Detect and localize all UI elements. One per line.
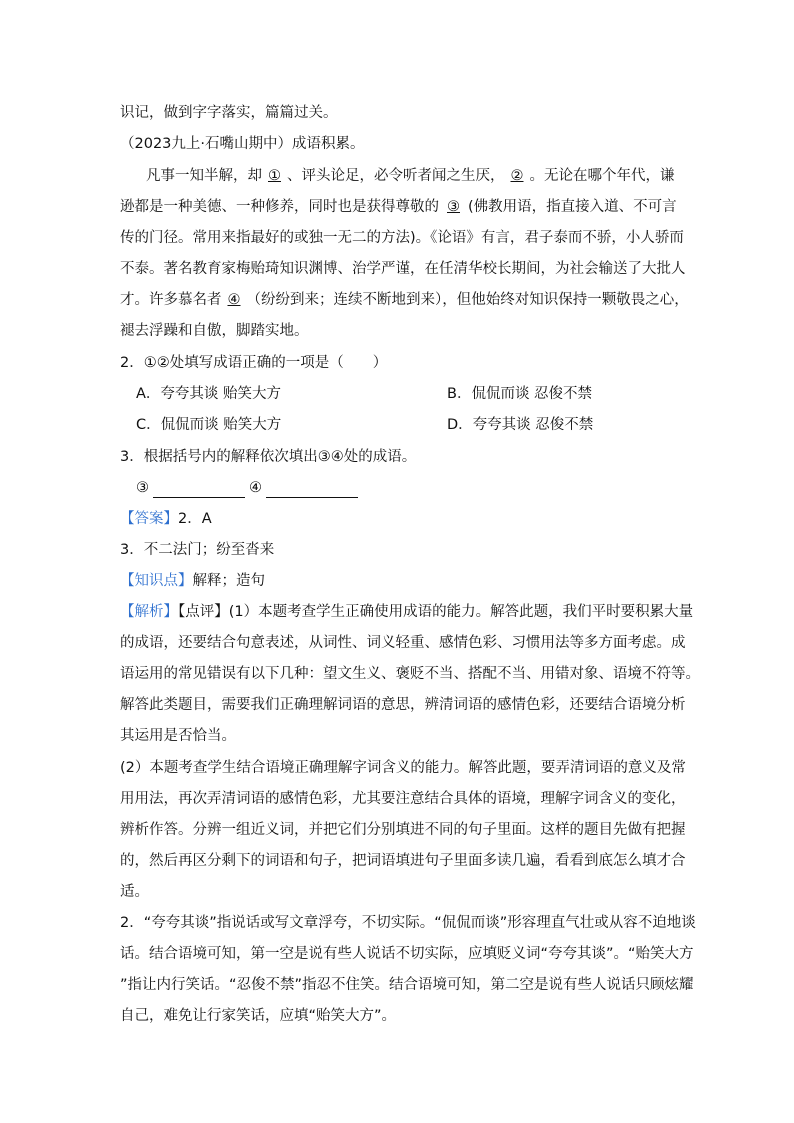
text-line: 识记，做到字字落实，篇篇过关。 xyxy=(120,105,338,121)
explanation-line: ”指让内行笑话。“忍俊不禁”指忍不住笑。结合语境可知，第二空是说有些人说话只顾炫耀 xyxy=(120,977,694,993)
analysis-line: 适。 xyxy=(120,884,149,900)
knowledge-points: 解释；造句 xyxy=(192,573,265,589)
option-b: B．侃侃而谈 忍俊不禁 xyxy=(447,386,593,402)
blank-1: ① xyxy=(268,168,281,184)
analysis-line: 的，然后再区分剩下的词语和句子，把词语填进句子里面多读几遍，看看到底怎么填才合 xyxy=(120,853,686,869)
analysis-line: 辨析作答。分辨一组近义词，并把它们分别填进不同的句子里面。这样的题目先做有把握 xyxy=(120,822,686,838)
passage-line xyxy=(120,290,689,310)
question-2: 2．①②处填写成语正确的一项是（ ） xyxy=(120,355,388,371)
answer-line xyxy=(120,509,212,529)
analysis-line: (2）本题考查学生结合语境正确理解字词含义的能力。解答此题，要弄清词语的意义及常 xyxy=(120,760,686,776)
passage-line: 不泰。著名教育家梅贻琦知识渊博、治学严谨，在任清华校长期间，为社会输送了大批人 xyxy=(120,261,686,277)
blank-2: ② xyxy=(510,168,524,184)
knowledge-line xyxy=(120,571,265,591)
option-c: C．侃侃而谈 贻笑大方 xyxy=(136,417,282,433)
analysis-text: 【点评】(1）本题考查学生正确使用成语的能力。解答此题，我们平时要积累大量 xyxy=(178,604,694,620)
passage-text: 。无论在哪个年代，谦 xyxy=(529,168,675,184)
question-3: 3．根据括号内的解释依次填出③④处的成语。 xyxy=(120,449,417,465)
passage-text: （纷纷到来；连续不断地到来），但他始终对知识保持一颗敬畏之心， xyxy=(246,292,689,308)
passage-line xyxy=(146,166,675,186)
question-source: （2023九上·石嘴山期中）成语积累。 xyxy=(120,136,365,152)
blank-3: ③ xyxy=(447,199,460,215)
explanation-line: 自己，难免让行家笑话，应填“贻笑大方”。 xyxy=(120,1008,397,1024)
analysis-line: 语运用的常见错误有以下几种：望文生义、褒贬不当、搭配不当、用错对象、语境不符等。 xyxy=(120,666,700,682)
passage-text: (佛教用语，指直接入道、不可言 xyxy=(468,199,677,215)
analysis-line: 解答此类题目，需要我们正确理解词语的意思，辨清词语的感情色彩，还要结合语境分析 xyxy=(120,697,686,713)
blank-line-4 xyxy=(266,481,358,498)
blank-label-3: ③ xyxy=(136,480,149,496)
analysis-line: 其运用是否恰当。 xyxy=(120,728,236,744)
explanation-line: 2．“夸夸其谈”指说话或写文章浮夸，不切实际。“侃侃而谈”形容理直气壮或从容不迫地谈 xyxy=(120,915,696,931)
answer-blanks xyxy=(136,478,362,498)
answer-tag: 【答案】 xyxy=(120,511,178,527)
passage-text: 凡事一知半解，却 xyxy=(146,168,262,184)
option-d: D．夸夸其谈 忍俊不禁 xyxy=(447,417,594,433)
answer-2: 2．A xyxy=(178,511,212,527)
passage-text: 、评头论足，必令听者闻之生厌， xyxy=(287,168,505,184)
passage-line: 传的门径。常用来指最好的或独一无二的方法)。《论语》有言，君子泰而不骄，小人骄而 xyxy=(120,230,684,246)
passage-line: 褪去浮躁和自傲，脚踏实地。 xyxy=(120,323,309,339)
analysis-line xyxy=(120,602,693,622)
analysis-line: 的成语，还要结合句意表述，从词性、词义轻重、感情色彩、习惯用法等多方面考虑。成 xyxy=(120,635,686,651)
option-a: A．夸夸其谈 贻笑大方 xyxy=(136,386,282,402)
passage-text: 才。许多慕名者 xyxy=(120,292,222,308)
explanation-line: 话。结合语境可知，第一空是说有些人说话不切实际，应填贬义词“夸夸其谈”。“贻笑大方 xyxy=(120,946,694,962)
analysis-tag: 【解析】 xyxy=(120,604,178,620)
knowledge-tag: 【知识点】 xyxy=(120,573,193,589)
blank-label-4: ④ xyxy=(249,480,262,496)
passage-text: 逊都是一种美德、一种修养，同时也是获得尊敬的 xyxy=(120,199,439,215)
answer-3: 3．不二法门；纷至沓来 xyxy=(120,542,275,558)
analysis-line: 用用法，再次弄清词语的感情色彩，尤其要注意结合具体的语境，理解字词含义的变化， xyxy=(120,791,686,807)
blank-4: ④ xyxy=(227,292,241,308)
blank-line-3 xyxy=(153,481,245,498)
passage-line xyxy=(120,197,677,217)
